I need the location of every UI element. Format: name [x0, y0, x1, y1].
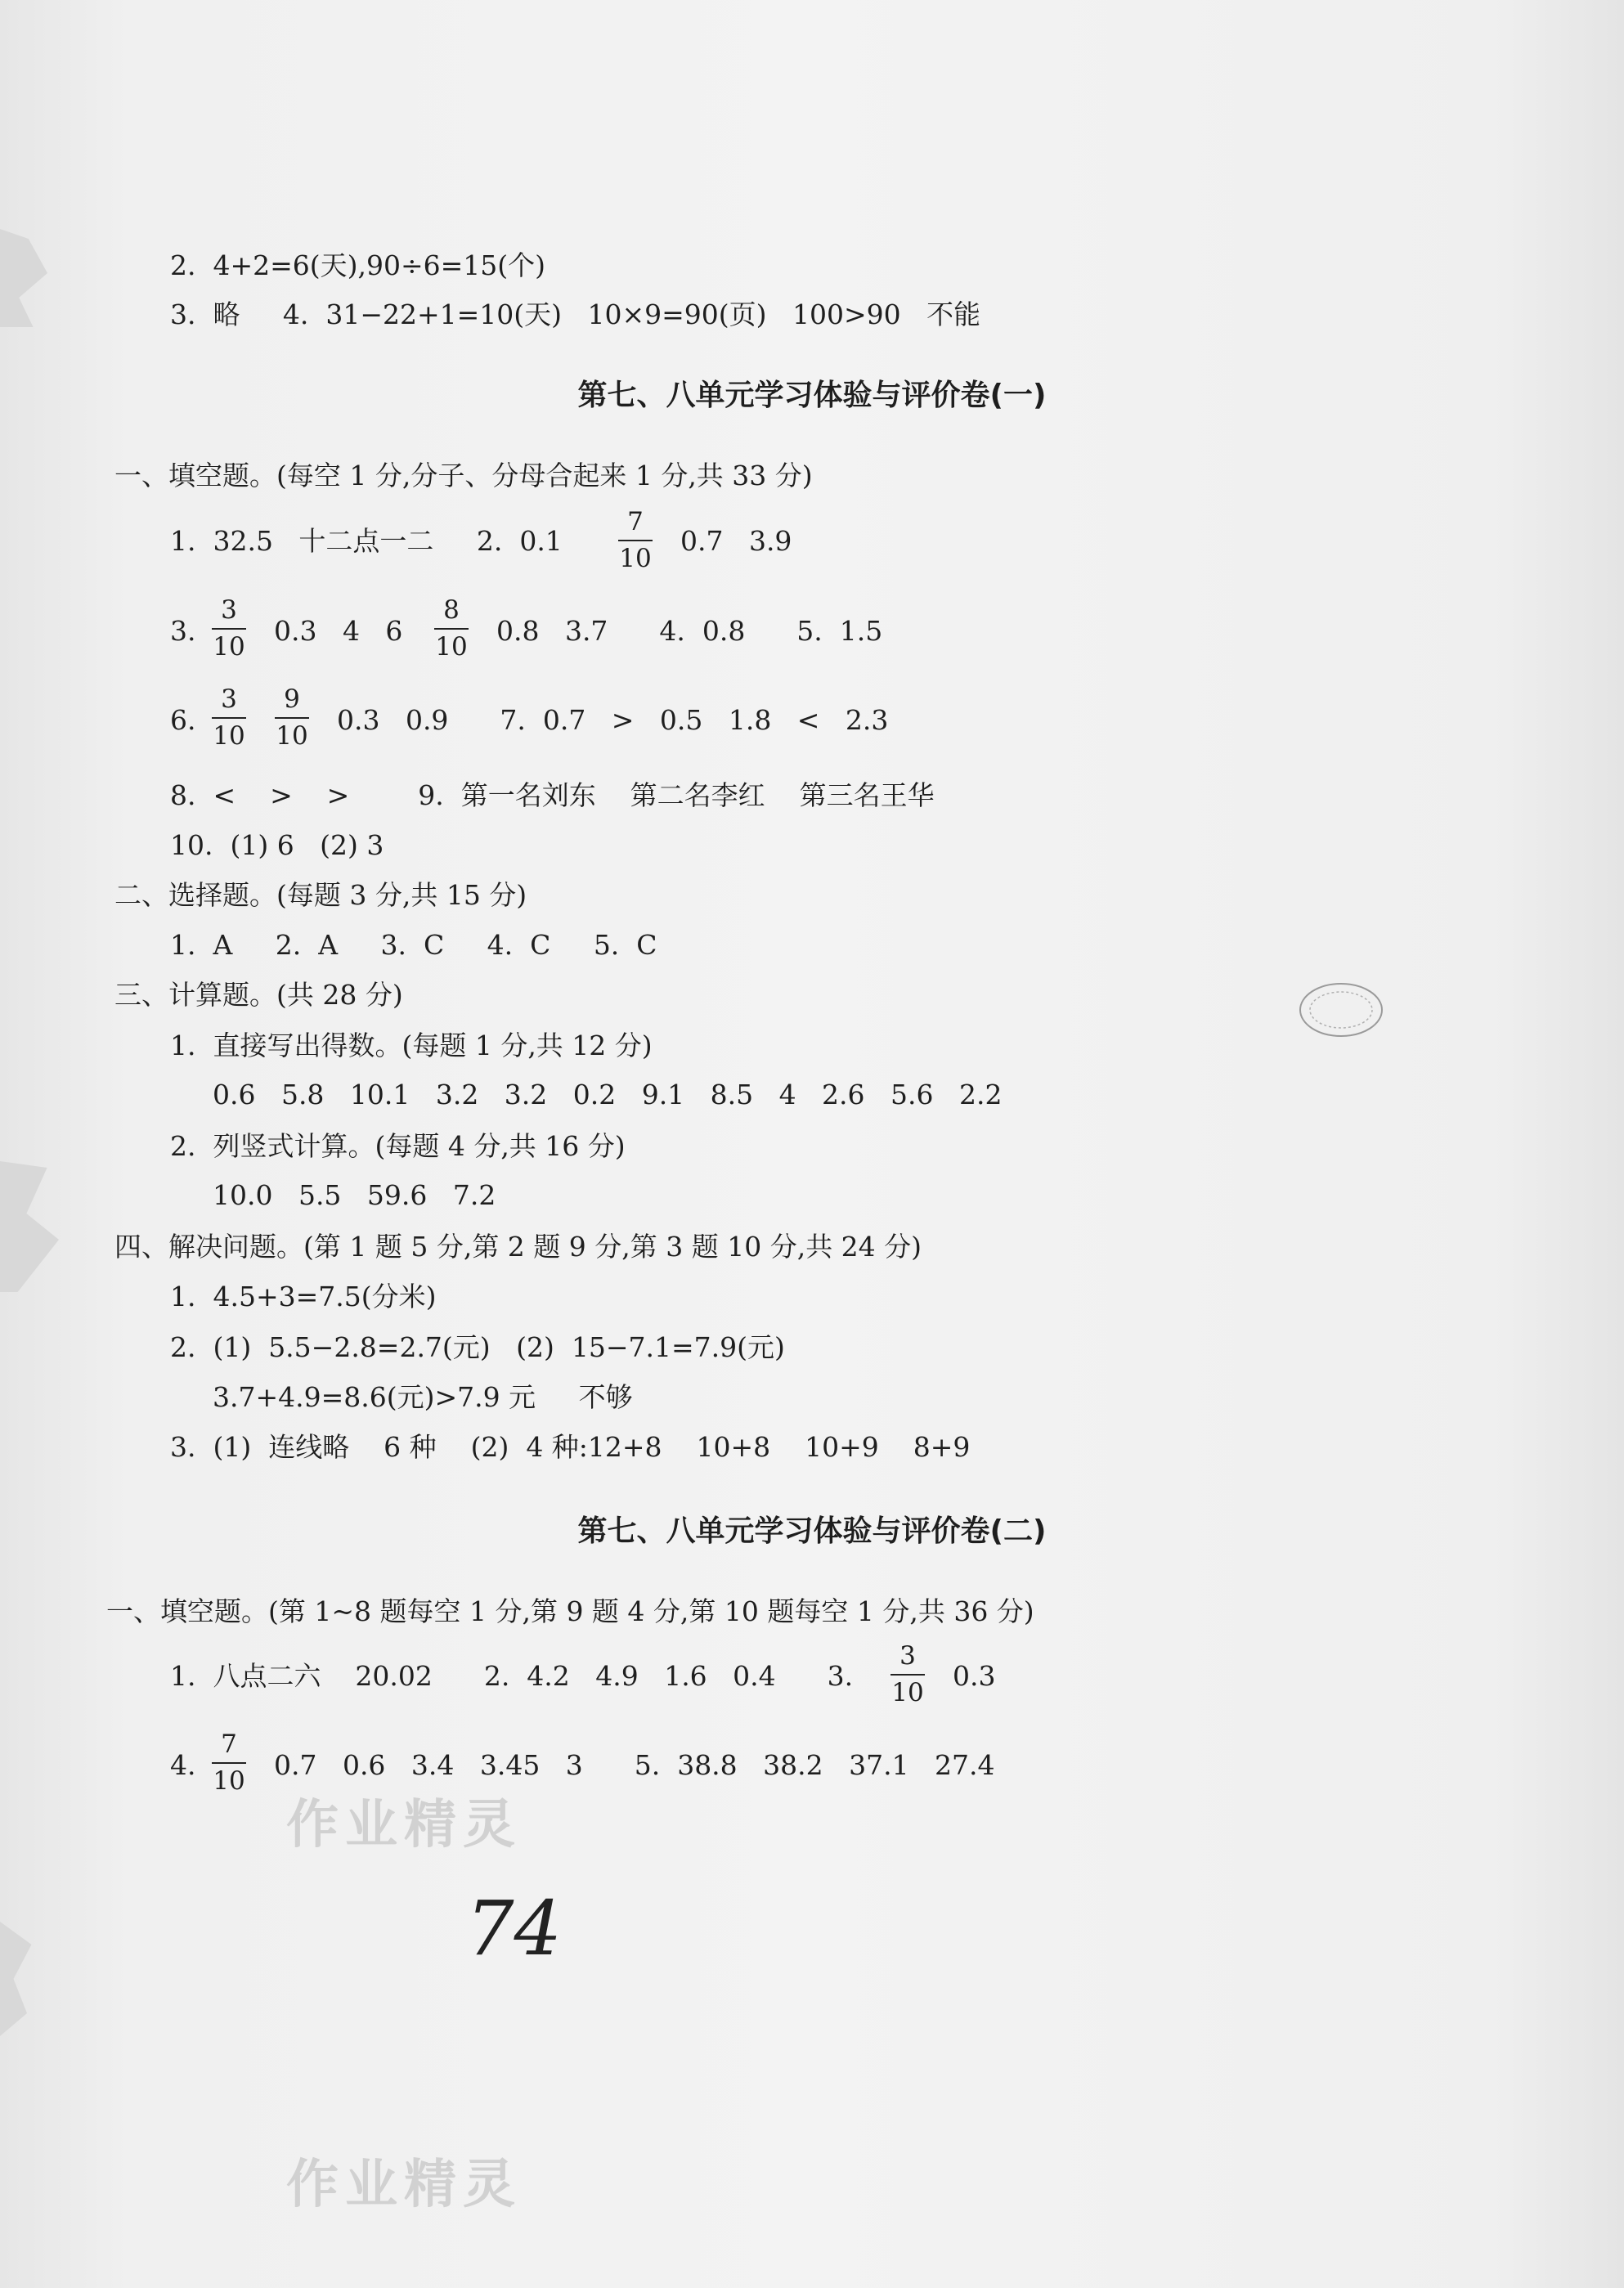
- s1-q10: 10. (1) 6 (2) 3: [170, 829, 384, 861]
- s1-q8: 8. < > > 9. 第一名刘东 第二名李红 第三名王华: [170, 779, 935, 811]
- s1-q3-mid: 0.3 4 6: [274, 615, 403, 647]
- s1-q6-fraction-2: 9 10: [276, 684, 308, 751]
- torn-edge-top: [0, 229, 47, 327]
- s2-q3-end: 0.3: [953, 1660, 996, 1692]
- s1-part3-sub2: 2. 列竖式计算。(每题 4 分,共 16 分): [170, 1130, 626, 1162]
- s2-q4-label: 4.: [170, 1749, 196, 1781]
- s1-part3-sub2-answers: 10.0 5.5 59.6 7.2: [213, 1179, 496, 1211]
- s1-part1-heading: 一、填空题。(每空 1 分,分子、分母合起来 1 分,共 33 分): [114, 460, 813, 491]
- s1-part3-sub1-answers: 0.6 5.8 10.1 3.2 3.2 0.2 9.1 8.5 4 2.6 5.6 2.2: [213, 1079, 1003, 1110]
- s2-q3-fraction: 3 10: [891, 1641, 924, 1707]
- watermark-1: 作业精灵: [286, 1795, 522, 1855]
- s1-part3-heading: 三、计算题。(共 28 分): [114, 979, 403, 1011]
- s1-part4-q2a: 2. (1) 5.5−2.8=2.7(元) (2) 15−7.1=7.9(元): [170, 1331, 785, 1363]
- s1-q1-text: 1. 32.5 十二点一二 2. 0.1: [170, 525, 563, 557]
- s1-q6-label: 6.: [170, 704, 196, 736]
- s1-q3-end: 0.8 3.7 4. 0.8 5. 1.5: [496, 615, 883, 647]
- s1-q1-text-end: 0.7 3.9: [680, 525, 792, 557]
- s1-part2-answers: 1. A 2. A 3. C 4. C 5. C: [170, 929, 657, 961]
- s1-part4-q3: 3. (1) 连线略 6 种 (2) 4 种:12+8 10+8 10+9 8+9: [170, 1431, 971, 1463]
- section-1-title: 第七、八单元学习体验与评价卷(一): [577, 379, 1047, 412]
- s2-q1-text: 1. 八点二六 20.02 2. 4.2 4.9 1.6 0.4 3.: [170, 1660, 854, 1692]
- s1-q3-label: 3.: [170, 615, 196, 647]
- s1-q1-fraction: 7 10: [619, 507, 652, 573]
- page-number: 74: [466, 1885, 563, 1972]
- top-line-2: 3. 略 4. 31−22+1=10(天) 10×9=90(页) 100>90 不能: [170, 298, 981, 330]
- s1-part4-heading: 四、解决问题。(第 1 题 5 分,第 2 题 9 分,第 3 题 10 分,共 24 分): [114, 1231, 922, 1263]
- s1-q6-end: 0.3 0.9 7. 0.7 > 0.5 1.8 < 2.3: [337, 704, 889, 736]
- s1-q3-fraction-2: 8 10: [435, 595, 468, 662]
- s2-part1-heading: 一、填空题。(第 1~8 题每空 1 分,第 9 题 4 分,第 10 题每空 1 分,共 36 分): [106, 1595, 1034, 1627]
- s2-q4-end: 0.7 0.6 3.4 3.45 3 5. 38.8 38.2 37.1 27.4: [274, 1749, 995, 1781]
- s1-part3-sub1: 1. 直接写出得数。(每题 1 分,共 12 分): [170, 1030, 653, 1061]
- s1-part2-heading: 二、选择题。(每题 3 分,共 15 分): [114, 879, 527, 911]
- s1-q6-fraction-1: 3 10: [213, 684, 245, 751]
- watermark-stamp-logo: [1296, 977, 1386, 1043]
- s1-q3-fraction-1: 3 10: [213, 595, 245, 662]
- section-2-title: 第七、八单元学习体验与评价卷(二): [577, 1514, 1047, 1548]
- top-line-1: 2. 4+2=6(天),90÷6=15(个): [170, 249, 546, 281]
- s1-part4-q2b: 3.7+4.9=8.6(元)>7.9 元 不够: [213, 1381, 633, 1413]
- watermark-2: 作业精灵: [286, 2155, 522, 2215]
- s1-part4-q1: 1. 4.5+3=7.5(分米): [170, 1281, 437, 1312]
- torn-edge-middle: [0, 1161, 59, 1292]
- s2-q4-fraction: 7 10: [213, 1729, 245, 1796]
- torn-edge-bottom: [0, 1922, 45, 2036]
